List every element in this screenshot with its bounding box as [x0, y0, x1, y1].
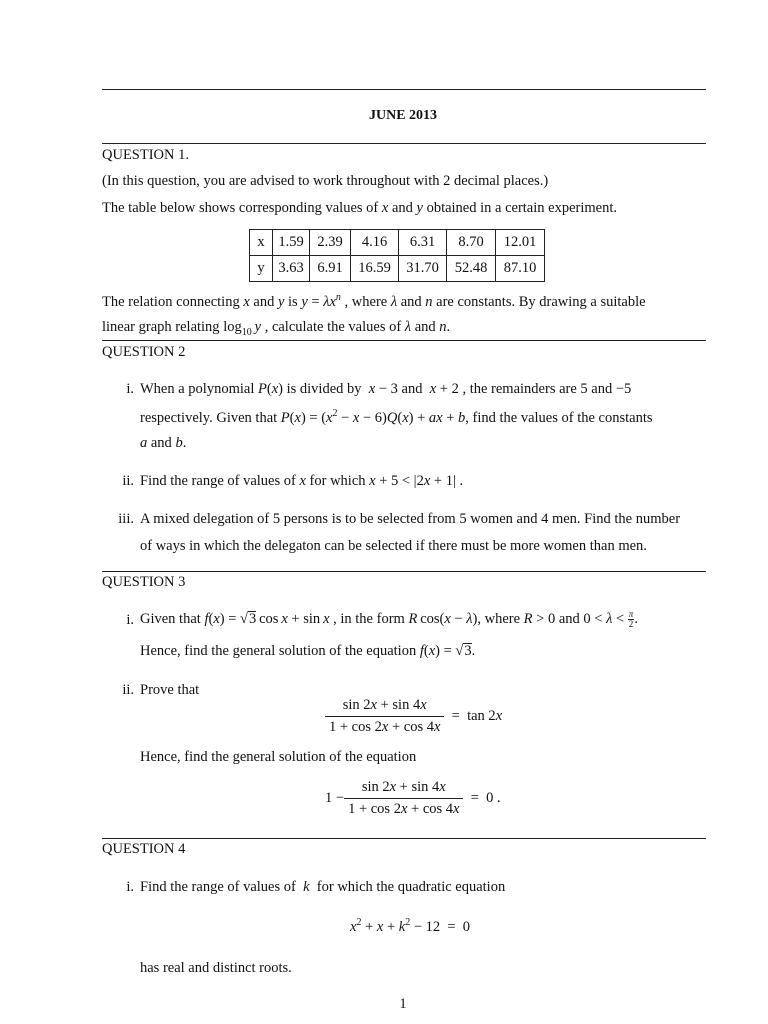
page-title: JUNE 2013 [368, 108, 438, 123]
table-cell: 8.70 [447, 230, 496, 256]
q3-ii-prove: Prove that [140, 682, 200, 698]
q3-identity-fraction: $\frac{\sin 2x + \sin 4x}{1 + \cos 2x + \cos 4x}$ [325, 697, 444, 736]
table-cell: 31.70 [399, 256, 447, 282]
page-number: 1 [399, 996, 407, 1012]
q3-ii-label: ii. [122, 682, 134, 698]
table-cell: 1.59 [273, 230, 310, 256]
q2-iii-line1: A mixed delegation of 5 persons is to be selected from 5 women and 4 men. Find the number [140, 511, 681, 527]
q3-ii-hence: Hence, find the general solution of the equation [140, 749, 417, 765]
q1-table-intro: The table below shows corresponding values of x and y obtained in a certain experiment. [102, 200, 617, 216]
table-row-y [250, 256, 545, 282]
q3-i-label: i. [126, 612, 134, 628]
q1-relation-line1: The relation connecting x and y is $y = \lambda x^n$ , where λ and n are constants. By drawing a suitable [102, 292, 646, 310]
q3-i-line1: Given that f(x) = √3 cos x + sin x , in the form R cos(x − λ), where R > 0 and 0 < λ < $\frac{\pi}{2}$ . [140, 609, 638, 629]
table-cell: 12.01 [496, 230, 545, 256]
q2-iii-line2: of ways in which the delegaton can be selected if there must be more women than men. [140, 538, 647, 554]
q3-equation-fraction: $\frac{\sin 2x + \sin 4x}{1 + \cos 2x + \cos 4x}$ [344, 779, 463, 818]
rule-q4 [102, 838, 706, 839]
rule-q1 [102, 143, 706, 144]
q3-i-line2: Hence, find the general solution of the equation f(x) = √3. [140, 643, 476, 659]
table-cell: 6.91 [310, 256, 351, 282]
q2-i-label: i. [126, 381, 134, 397]
q2-i-line2: respectively. Given that $P(x) = (x^2 - x - 6)Q(x)$ + ax + b, find the values of the constants [140, 408, 653, 426]
table-cell: y [250, 256, 273, 282]
table-cell: 3.63 [273, 256, 310, 282]
rule-q3 [102, 571, 706, 572]
q4-i-line3: has real and distinct roots. [140, 960, 292, 976]
question-4-heading: QUESTION 4 [102, 841, 186, 857]
q1-relation-line2: linear graph relating $\log_{10} y$ , calculate the values of λ and n. [102, 319, 451, 338]
q2-i-line3: a and b. [140, 435, 187, 451]
question-1-heading: QUESTION 1. [102, 147, 189, 163]
q1-intro: (In this question, you are advised to work throughout with 2 decimal places.) [102, 173, 549, 189]
table-cell: 16.59 [351, 256, 399, 282]
table-cell: 87.10 [496, 256, 545, 282]
q4-equation: $x^2 + x + k^2 - 12 = 0$ [350, 917, 471, 935]
question-2-heading: QUESTION 2 [102, 344, 186, 360]
q2-ii-text: Find the range of values of x for which x + 5 < |2x + 1| . [140, 473, 464, 489]
question-3-heading: QUESTION 3 [102, 574, 186, 590]
top-rule [102, 89, 706, 90]
table-row-x [250, 230, 545, 256]
q4-i-label: i. [126, 879, 134, 895]
q2-i-line1: When a polynomial P(x) is divided by x − 3 and x + 2 , the remainders are 5 and −5 [140, 381, 632, 397]
q4-i-line1: Find the range of values of k for which the quadratic equation [140, 879, 506, 895]
data-table [249, 229, 545, 282]
rule-q2 [102, 340, 706, 341]
q2-ii-label: ii. [122, 473, 134, 489]
table-cell: 52.48 [447, 256, 496, 282]
q3-identity: $\frac{\sin 2x + \sin 4x}{1 + \cos 2x + \cos 4x}$ = tan 2x [325, 697, 502, 736]
q3-equation: 1 − $\frac{\sin 2x + \sin 4x}{1 + \cos 2x + \cos 4x}$ = 0 . [325, 779, 501, 817]
table-cell: 6.31 [399, 230, 447, 256]
table-cell: 2.39 [310, 230, 351, 256]
q2-iii-label: iii. [118, 511, 134, 527]
table-cell: 4.16 [351, 230, 399, 256]
table-cell: x [250, 230, 273, 256]
